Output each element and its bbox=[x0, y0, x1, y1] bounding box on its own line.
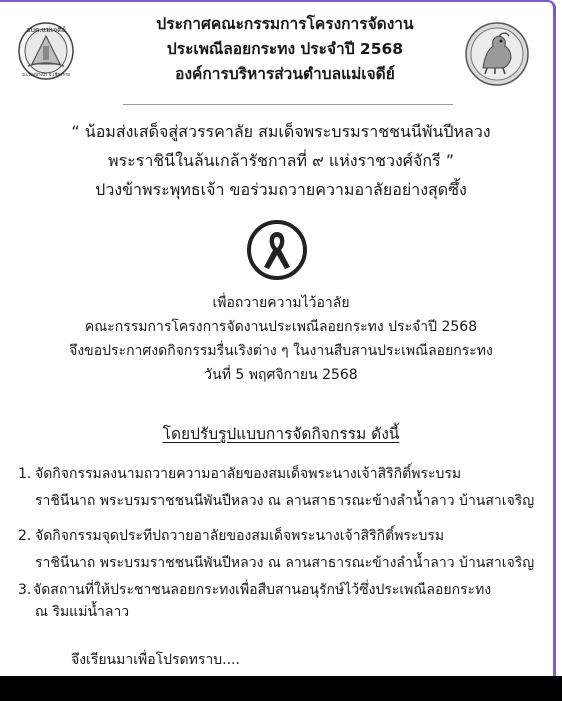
notice-line-2: คณะกรรมการโครงการจัดงานประเพณีลอยกระทง ประจำปี 2568 bbox=[84, 319, 478, 335]
condolence-quote bbox=[8, 117, 554, 204]
activity-line-2: ณ ริมแม่น้ำลาว bbox=[35, 604, 130, 620]
quote-line-2: พระราชินีในล้นเกล้ารัชกาลที่ ๙ แห่งราชวงศ์จักรี ” bbox=[107, 151, 454, 170]
header-line-1: ประกาศคณะกรรมการโครงการจัดงาน bbox=[156, 15, 414, 33]
seal-text-top: อบต.แม่เจดีย์ bbox=[26, 26, 66, 34]
activity-number: 3. bbox=[18, 582, 32, 598]
notice-line-3: จึงขอประกาศงดกิจกรรมรื่นเริงต่าง ๆ ในงานสืบสานประเพณีลอยกระทง bbox=[69, 343, 493, 359]
subdistrict-seal-icon bbox=[18, 22, 74, 80]
royal-lion-emblem-icon bbox=[465, 22, 529, 86]
notice-line-1: เพื่อถวายความไว้อาลัย bbox=[212, 295, 350, 311]
section-title: โดยปรับรูปแบบการจัดกิจกรรม ดังนี้ bbox=[162, 425, 400, 443]
seal-text-bottom: อ.เวียงป่าเป้า จ.เชียงราย bbox=[22, 73, 70, 78]
notice-date: วันที่ 5 พฤศจิกายน 2568 bbox=[204, 367, 358, 383]
activity-number: 1. bbox=[18, 466, 32, 482]
closing-text: จึงเรียนมาเพื่อโปรดทราบ.... bbox=[71, 652, 240, 668]
header-divider bbox=[123, 104, 453, 105]
bottom-black-bar bbox=[0, 676, 562, 701]
activity-line-1: จัดกิจกรรมจุดประทีปถวายอาลัยของสมเด็จพระนางเจ้าสิริกิติ์พระบรม bbox=[35, 528, 445, 544]
activity-line-1: จัดสถานที่ให้ประชาชนลอยกระทงเพื่อสืบสานอนุรักษ์ไว้ซึ่งประเพณีลอยกระทง bbox=[33, 582, 492, 598]
black-mourning-ribbon-icon bbox=[246, 219, 308, 281]
activity-number: 2. bbox=[18, 528, 32, 544]
header-line-2: ประเพณีลอยกระทง ประจำปี 2568 bbox=[166, 40, 404, 58]
quote-line-1: “ น้อมส่งเสด็จสู่สวรรคาลัย สมเด็จพระบรมราชชนนีพันปีหลวง bbox=[71, 122, 491, 141]
quote-line-3: ปวงข้าพระพุทธเจ้า ขอร่วมถวายความอาลัยอย่างสุดซึ้ง bbox=[95, 180, 467, 199]
activity-line-1: จัดกิจกรรมลงนามถวายความอาลัยของสมเด็จพระนางเจ้าสิริกิติ์พระบรม bbox=[35, 466, 462, 482]
activity-line-2: ราชินีนาถ พระบรมราชชนนีพันปีหลวง ณ ลานสาธารณะข้างลำน้ำลาว บ้านสาเจริญ bbox=[35, 493, 535, 509]
activity-line-2: ราชินีนาถ พระบรมราชชนนีพันปีหลวง ณ ลานสาธารณะข้างลำน้ำลาว บ้านสาเจริญ bbox=[35, 555, 535, 571]
notice-text bbox=[8, 291, 554, 387]
document-header bbox=[100, 12, 470, 87]
header-line-3: องค์การบริหารส่วนตำบลแม่เจดีย์ bbox=[175, 65, 395, 83]
